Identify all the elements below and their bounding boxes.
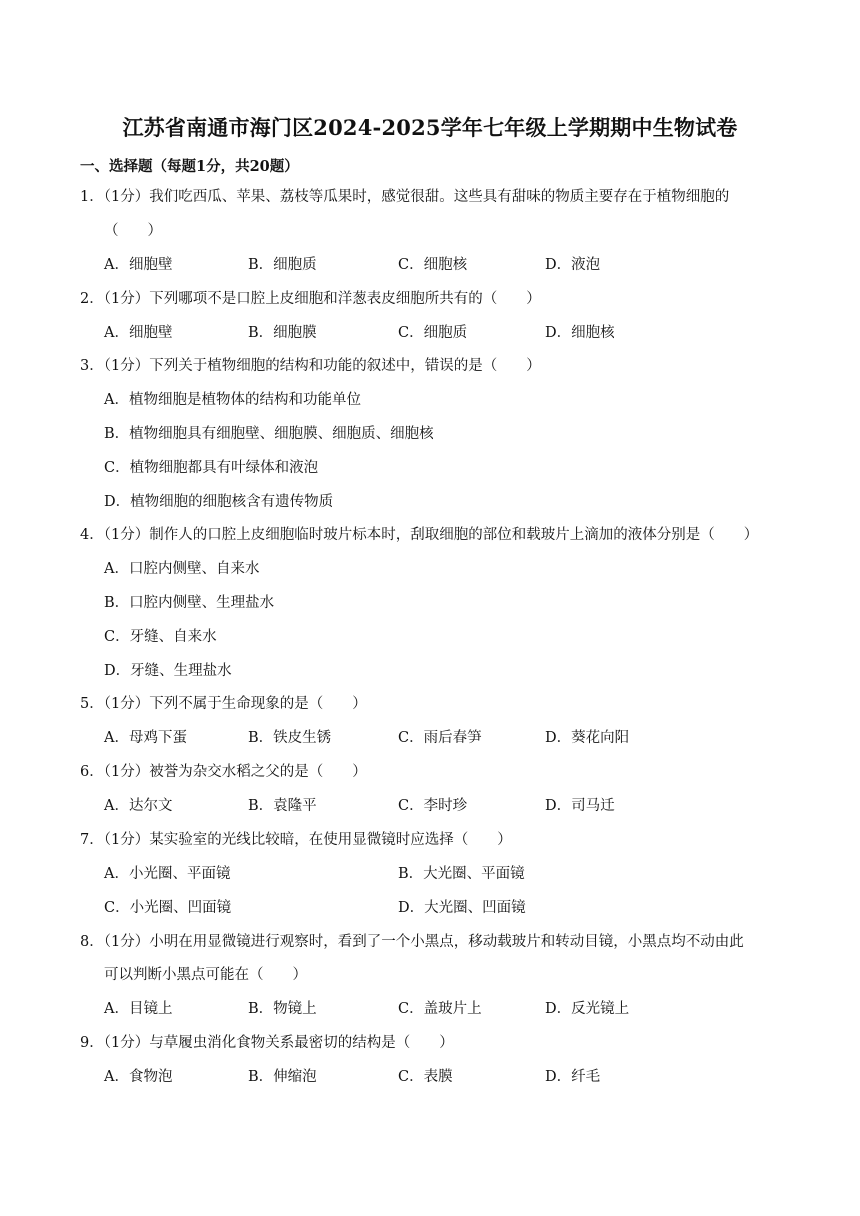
question-7-option-d: D．大光圈、凹面镜 [398, 900, 526, 916]
exam-title: 江苏省南通市海门区2024-2025学年七年级上学期期中生物试卷 [122, 115, 738, 140]
question-5-option-b: B．铁皮生锈 [248, 730, 332, 746]
question-5-option-c: C．雨后春笋 [398, 730, 482, 746]
question-6-option-b: B．袁隆平 [248, 798, 317, 814]
question-4-option-a: A．口腔内侧壁、自来水 [104, 561, 260, 577]
question-8-option-a: A．目镜上 [104, 1001, 173, 1017]
question-1-option-b: B．细胞质 [248, 257, 317, 273]
question-8-stem: 8．（1分）小明在用显微镜进行观察时，看到了一个小黑点，移动载玻片和转动目镜，小黑点均不动由此 [80, 934, 744, 950]
question-7-option-c: C．小光圈、凹面镜 [104, 900, 232, 916]
question-4-option-d: D．牙缝、生理盐水 [104, 663, 232, 679]
question-6-option-a: A．达尔文 [104, 798, 173, 814]
question-3-option-b: B．植物细胞具有细胞壁、细胞膜、细胞质、细胞核 [104, 426, 434, 442]
question-2-option-a: A．细胞壁 [104, 325, 173, 341]
question-7-stem: 7．（1分）某实验室的光线比较暗，在使用显微镜时应选择（ ） [80, 832, 512, 848]
question-7-option-a: A．小光圈、平面镜 [104, 866, 231, 882]
question-3-stem: 3．（1分）下列关于植物细胞的结构和功能的叙述中，错误的是（ ） [80, 358, 541, 374]
question-1-stem: 1．（1分）我们吃西瓜、苹果、荔枝等瓜果时，感觉很甜。这些具有甜味的物质主要存在于植物细胞的 [80, 189, 730, 205]
question-2-option-c: C．细胞质 [398, 325, 468, 341]
question-9-option-c: C．表膜 [398, 1069, 453, 1085]
question-9-stem: 9．（1分）与草履虫消化食物关系最密切的结构是（ ） [80, 1035, 454, 1051]
section-heading: 一、选择题（每题1分，共20题） [80, 158, 299, 175]
question-6-option-d: D．司马迁 [545, 798, 615, 814]
question-9-option-d: D．纤毛 [545, 1069, 601, 1085]
question-9-option-a: A．食物泡 [104, 1069, 173, 1085]
question-4-stem: 4．（1分）制作人的口腔上皮细胞临时玻片标本时，刮取细胞的部位和载玻片上滴加的液体分别是（ ） [80, 527, 759, 543]
question-3-option-d: D．植物细胞的细胞核含有遗传物质 [104, 494, 334, 510]
question-1-option-a: A．细胞壁 [104, 257, 173, 273]
question-9-option-b: B．伸缩泡 [248, 1069, 317, 1085]
question-6-stem: 6．（1分）被誉为杂交水稻之父的是（ ） [80, 764, 367, 780]
question-4-option-b: B．口腔内侧壁、生理盐水 [104, 595, 275, 611]
question-5-option-d: D．葵花向阳 [545, 730, 630, 746]
question-2-option-b: B．细胞膜 [248, 325, 317, 341]
question-3-option-c: C．植物细胞都具有叶绿体和液泡 [104, 460, 319, 476]
question-8-stem-cont: 可以判断小黑点可能在（ ） [104, 967, 307, 983]
question-5-option-a: A．母鸡下蛋 [104, 730, 187, 746]
question-8-option-d: D．反光镜上 [545, 1001, 630, 1017]
question-3-option-a: A．植物细胞是植物体的结构和功能单位 [104, 392, 361, 408]
question-2-stem: 2．（1分）下列哪项不是口腔上皮细胞和洋葱表皮细胞所共有的（ ） [80, 291, 541, 307]
question-1-option-d: D．液泡 [545, 257, 601, 273]
question-7-option-b: B．大光圈、平面镜 [398, 866, 525, 882]
question-5-stem: 5．（1分）下列不属于生命现象的是（ ） [80, 696, 367, 712]
question-1-stem-cont: （ ） [104, 223, 162, 239]
question-4-option-c: C．牙缝、自来水 [104, 629, 217, 645]
question-8-option-b: B．物镜上 [248, 1001, 317, 1017]
question-2-option-d: D．细胞核 [545, 325, 615, 341]
question-8-option-c: C．盖玻片上 [398, 1001, 482, 1017]
question-1-option-c: C．细胞核 [398, 257, 468, 273]
question-6-option-c: C．李时珍 [398, 798, 468, 814]
